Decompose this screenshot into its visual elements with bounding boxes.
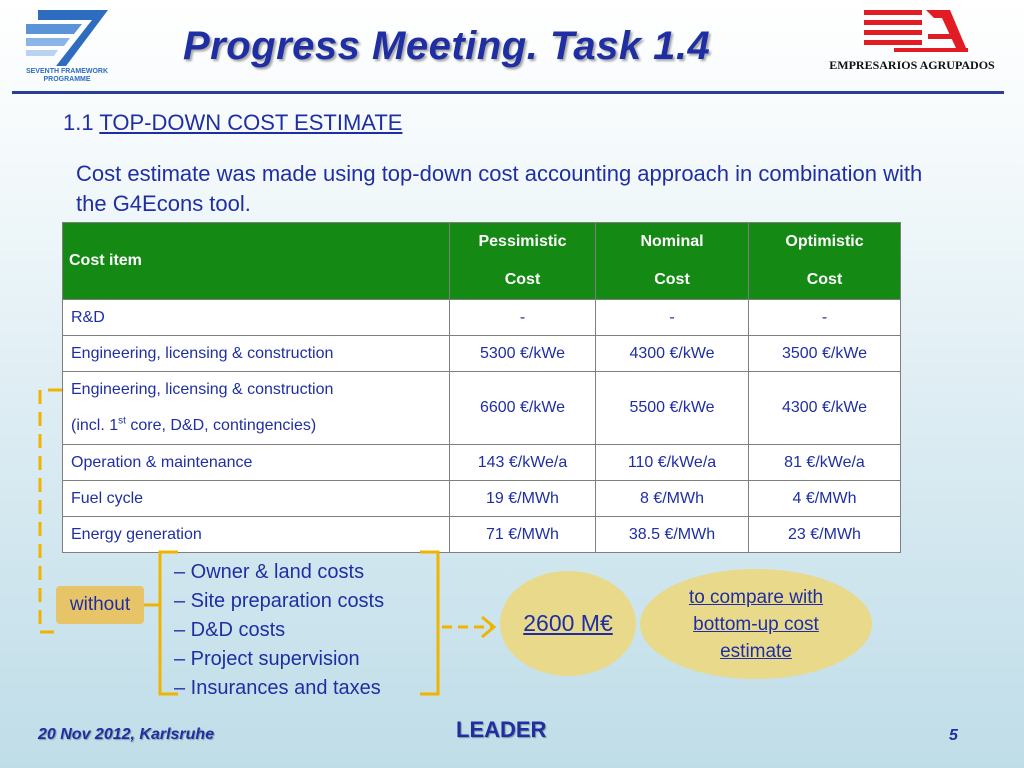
fp7-logo-line1: SEVENTH FRAMEWORK: [25, 68, 109, 75]
header-nominal-line2: Cost: [654, 271, 690, 288]
header-divider: [12, 91, 1004, 94]
row-rnd-pessimistic: -: [450, 300, 596, 336]
compare-note-bubble: [640, 569, 872, 679]
row-energy-item: Energy generation: [63, 517, 450, 553]
row-elc-full-item: [63, 372, 450, 445]
header-pessimistic: [450, 223, 596, 300]
slide-title: Progress Meeting. Task 1.4: [183, 24, 711, 68]
list-item: – D&D costs: [174, 619, 286, 641]
row-om-nominal: 110 €/kWe/a: [596, 445, 749, 481]
row-rnd-nominal: -: [596, 300, 749, 336]
row-elc-full-optimistic: 4300 €/kWe: [749, 372, 901, 445]
row-fuel-nominal: 8 €/MWh: [596, 481, 749, 517]
total-cost-bubble: 2600 M€: [500, 571, 636, 676]
list-item: – Insurances and taxes: [174, 677, 381, 699]
table-header-row: [63, 223, 901, 300]
row-om-optimistic: 81 €/kWe/a: [749, 445, 901, 481]
header-nominal: [596, 223, 749, 300]
header-optimistic: [749, 223, 901, 300]
row-om-pessimistic: 143 €/kWe/a: [450, 445, 596, 481]
list-item: – Owner & land costs: [174, 561, 365, 583]
footer-project-name: LEADER: [456, 717, 547, 742]
fp7-logo-line2: PROGRAMME: [43, 76, 91, 83]
row-rnd-item: R&D: [63, 300, 450, 336]
section-title: TOP-DOWN COST ESTIMATE: [99, 110, 403, 135]
row-elc-full-pessimistic: 6600 €/kWe: [450, 372, 596, 445]
table-row: [63, 517, 901, 553]
table-row: [63, 481, 901, 517]
footer-date-place: 20 Nov 2012, Karlsruhe: [38, 726, 215, 743]
excluded-costs-list: [174, 558, 384, 703]
row-om-item: Operation & maintenance: [63, 445, 450, 481]
partner-logo-text: EMPRESARIOS AGRUPADOS: [829, 58, 995, 72]
row-fuel-pessimistic: 19 €/MWh: [450, 481, 596, 517]
row-elc-item: Engineering, licensing & construction: [63, 336, 450, 372]
cost-estimate-table: [62, 222, 901, 553]
row-elc-full-line2: (incl. 1st core, D&D, contingencies): [71, 415, 317, 434]
header-optimistic-line1: Optimistic: [785, 233, 864, 250]
row-elc-full-line1: Engineering, licensing & construction: [71, 381, 334, 398]
row-elc-full-nominal: 5500 €/kWe: [596, 372, 749, 445]
table-row: [63, 300, 901, 336]
table-row: [63, 445, 901, 481]
without-label: without: [56, 586, 144, 624]
list-item: – Site preparation costs: [174, 590, 385, 612]
list-item: – Project supervision: [174, 648, 360, 670]
header-nominal-line1: Nominal: [640, 233, 704, 250]
section-heading: [63, 110, 402, 136]
right-bracket: [420, 552, 438, 694]
row-rnd-optimistic: -: [749, 300, 901, 336]
row-elc-optimistic: 3500 €/kWe: [749, 336, 901, 372]
header-optimistic-line2: Cost: [806, 271, 843, 288]
intro-paragraph: Cost estimate was made using top-down cost accounting approach in combination with the G4Econs tool.: [76, 161, 923, 216]
header-cost-item: Cost item: [63, 223, 450, 300]
row-elc-pessimistic: 5300 €/kWe: [450, 336, 596, 372]
header-pessimistic-line2: Cost: [504, 271, 541, 288]
page-number: 5: [949, 727, 958, 744]
row-energy-optimistic: 23 €/MWh: [749, 517, 901, 553]
row-elc-nominal: 4300 €/kWe: [596, 336, 749, 372]
row-fuel-item: Fuel cycle: [63, 481, 450, 517]
row-energy-nominal: 38.5 €/MWh: [596, 517, 749, 553]
section-number: 1.1: [63, 110, 94, 135]
row-energy-pessimistic: 71 €/MWh: [450, 517, 596, 553]
table-row: [63, 372, 901, 445]
fp7-logo: [18, 6, 116, 88]
ea-mark-icon: [826, 8, 998, 56]
row-fuel-optimistic: 4 €/MWh: [749, 481, 901, 517]
compare-note-text: to compare with bottom-up cost estimate: [688, 586, 824, 662]
header-pessimistic-line1: Pessimistic: [478, 233, 567, 250]
arrow-head-icon: [482, 617, 494, 637]
table-row: [63, 336, 901, 372]
